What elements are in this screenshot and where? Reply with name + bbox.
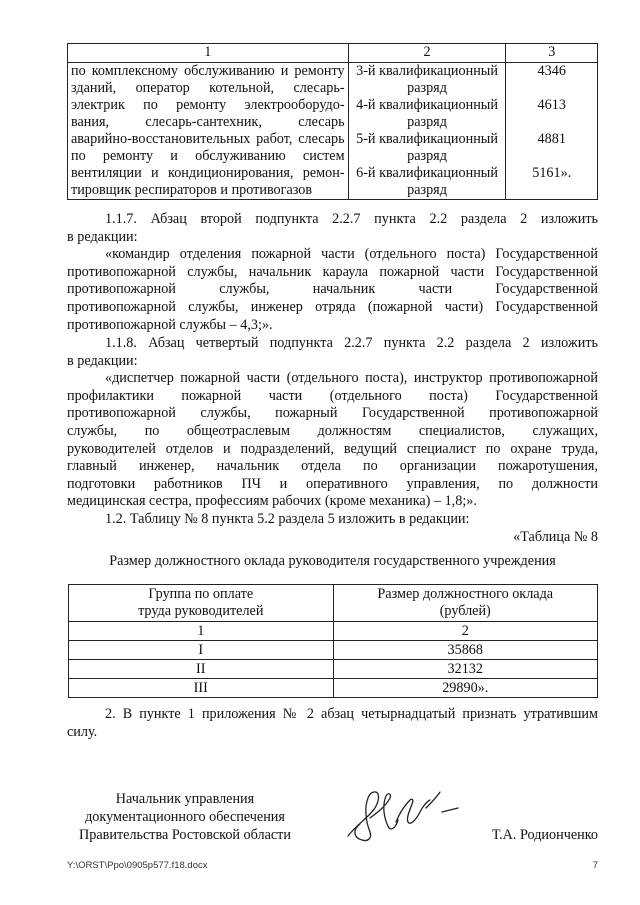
grade: 4-й квалификационный разряд <box>356 97 498 130</box>
grade: 3-й квалификационный разряд <box>356 63 498 96</box>
signatory-position: Начальник управления документационного обеспечения Правительства Ростовской области <box>79 791 291 843</box>
table-title: Размер должностного оклада руководителя государственного учреждения <box>109 553 556 569</box>
professions-cell: по комплексному обслуживанию и ремонту зданий, оператор котельной, слесарь- электрик по ремонту электрооборудо- вания, слесарь-сантехник, слесарь аварийно-восстановительных работ, слесарь по ремонту и обслуживанию систем вентиляции и кондиционирования, ремон- тировщик респираторов и противогазов <box>68 63 349 200</box>
grades-cell <box>348 63 506 200</box>
salary: 5161». <box>532 165 572 181</box>
header-cell: 1 <box>68 44 349 63</box>
file-path: Y:\ORST\Ppo\0905p577.f18.docx <box>67 860 208 871</box>
table-row: II 32132 <box>69 660 598 679</box>
paragraph-1-1-8: 1.1.8. Абзац четвертый подпункта 2.2.7 пункта 2.2 раздела 2 изложить в редакции: «диспетчер пожарной части (отдельного поста), инструктор противопожарной профилактики пожарной части (отдельного поста) Государственной противопожарной службы, пожарный Государственной противопожарной службы, по общеотраслевым должностям специалистов, служащих, руководителей отделов и подразделений, ведущий специалист по охране труда, главный инженер, начальник отдела по организации пожаротушения, подготовки работников ПЧ и оперативного управления, по должности медицинская сестра, профессиям рабочих (кроме механика) – 1,8;». <box>67 335 598 510</box>
qualification-table <box>67 43 598 200</box>
table-row: I 35868 <box>69 641 598 660</box>
table-header-row <box>69 585 598 622</box>
table-row: 1 2 <box>69 622 598 641</box>
table-label: «Таблица № 8 <box>513 529 598 545</box>
page-number: 7 <box>592 860 598 871</box>
salary: 4346 <box>537 63 566 79</box>
table-row: III 29890». <box>69 679 598 698</box>
document-footer <box>67 860 598 871</box>
signatory-name: Т.А. Родионченко <box>491 827 598 843</box>
grade: 5-й квалификационный разряд <box>356 131 498 164</box>
salary: 4613 <box>537 97 566 113</box>
salaries-cell <box>506 63 598 200</box>
grade: 6-й квалификационный разряд <box>356 165 498 198</box>
salary: 4881 <box>537 131 566 147</box>
paragraph-1-1-7: 1.1.7. Абзац второй подпункта 2.2.7 пункта 2.2 раздела 2 изложить в редакции: «командир отделения пожарной части (отдельного поста) Государственной противопожарной службы, начальник караула пожарной части Государственной противопожарной службы, начальник части Государственной противопожарной службы, инженер отряда (пожарной части) Государственной противопожарной службы – 4,3;». <box>67 211 598 333</box>
table-row <box>68 63 598 200</box>
header-cell: 3 <box>506 44 598 63</box>
header-cell: 2 <box>348 44 506 63</box>
table-header-row <box>68 44 598 63</box>
salary-table <box>68 584 598 698</box>
header-cell-salary: Размер должностного оклада (рублей) <box>333 585 598 622</box>
header-cell-group: Группа по оплате труда руководителей <box>69 585 334 622</box>
paragraph-2: 2. В пункте 1 приложения № 2 абзац четырнадцатый признать утратившим силу. <box>67 706 598 740</box>
paragraph-1-2: 1.2. Таблицу № 8 пункта 5.2 раздела 5 изложить в редакции: <box>105 511 470 527</box>
